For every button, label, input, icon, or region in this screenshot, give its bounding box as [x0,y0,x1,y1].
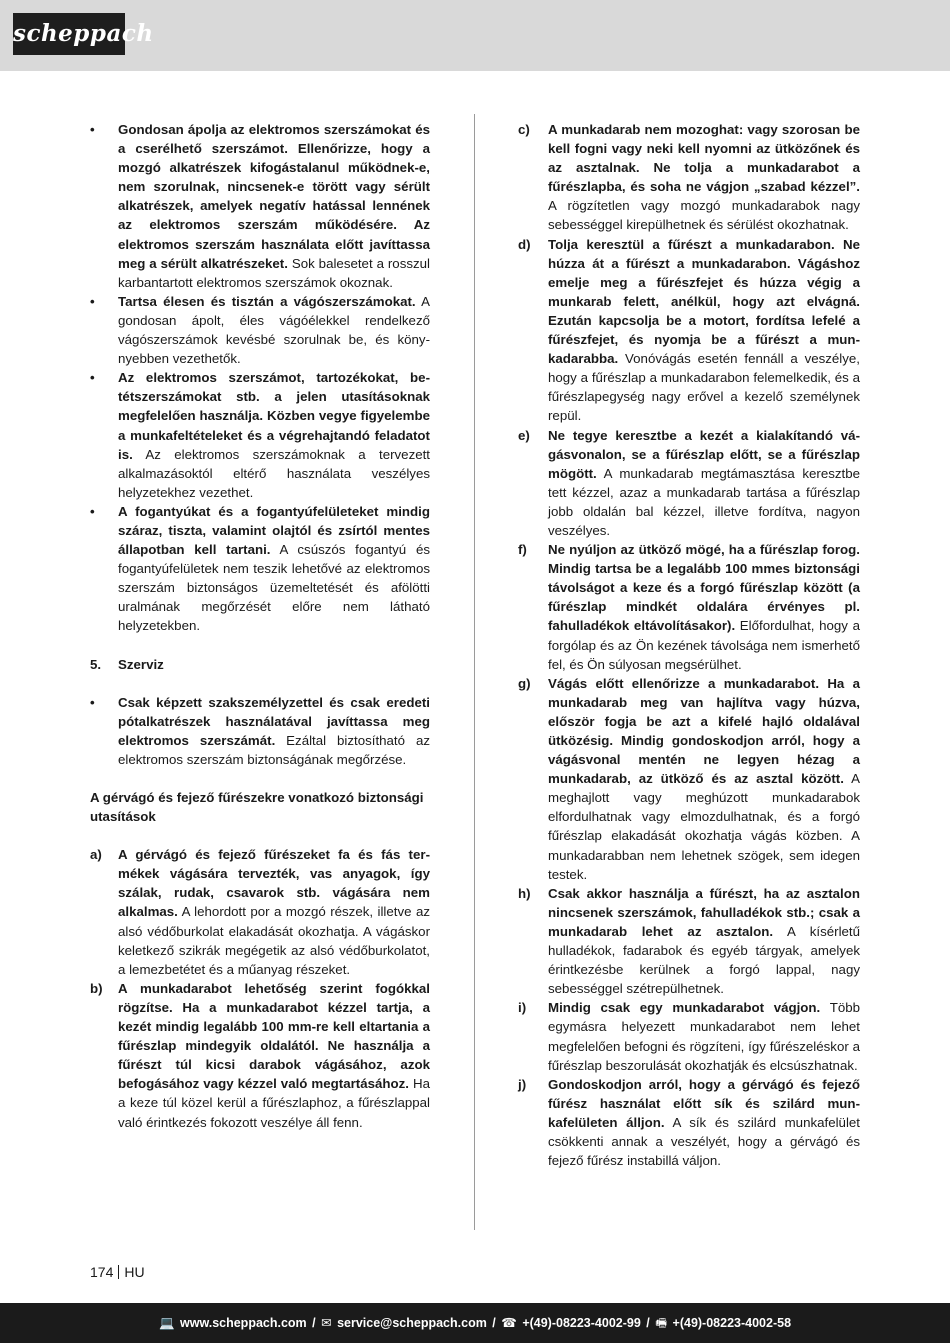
item-bold-text: Csak akkor használja a fűrészt, ha az asztalon nincsenek szerszámok, fahulladékok stb.; csak a munkadarab lehet az asztalon. [548,885,860,939]
list-item [90,502,430,636]
item-bold-text: Gondoskodjon arról, hogy a gérvágó és fejező fűrész használat előtt sík és szilárd munkafelületen álljon. [548,1076,860,1130]
phone-icon: ☎ [501,1316,517,1330]
page-number-separator [118,1265,119,1279]
item-bold-text: Gondosan ápolja az elektromos szerszámokat és a cserélhető szerszámot. Ellenőrizze, hogy a mozgó alkatrészek kifogástalanul működnek-e, nem szorulnak, nincsenek-e törött vagy sérült alkatrészek, amelyek negatív hatással lennének az elektromos szerszám működésére. Az elektromos szerszám használata előtt javíttassa meg a sérült alkatrészeket. [118,122,430,271]
page-number [90,1264,145,1280]
list-item [518,1075,860,1170]
item-bold-text: Csak képzett szakszemélyzettel és csak eredeti pótalkatrészek használatával javíttassa meg elektromos szerszámát. [118,694,430,748]
item-bold-text: A fogantyúkat és a fogantyúfelületeket mindig száraz, tiszta, valamint olajtól és zsírtól mentes állapotban kell tartani. [118,503,430,558]
item-bold-text: Mindig csak egy munkadarabot vágjon. [548,1000,821,1016]
letter-marker: e) [518,427,530,443]
footer-fax: +(49)-08223-4002-58 [672,1316,792,1330]
footer-separator: / [488,1316,500,1330]
item-text: A sík és szilárd munkafelület csökkenti annak a veszélyét, hogy a gérvágó és fejező fűrész instabillá váljon. [548,1114,860,1169]
item-text: Vonóvágás esetén fennáll a veszélye, hogy a fűrészlap a munkadarabon felemelkedik, és a fűrészlapegység nagy erővel a kezelő személynek repül. [548,351,860,424]
item-text: A meghajlott vagy meghúzott munkadarabok elfordulhatnak vagy elmozdulhatnak, és a forgó fűrészlap elakadását okozhatja vágás közben. A munkadarabban nem lehetnek szögek, sem idegen testek. [548,771,860,882]
list-item [518,540,860,674]
letter-marker: c) [518,122,530,137]
item-bold-text: Az elektromos szerszámot, tartozékokat, betétszerszámokat stb. a jelen utasításoknak megfelelően használja. Közben vegye figyelembe a munkafeltételeket és a végrehajtandó feladatot is. [118,370,430,462]
bullet-marker: • [90,370,95,386]
column-divider [474,114,475,1230]
item-bold-text: Ne nyúljon az ütköző mögé, ha a fűrészlap forog. Mindig tartsa be a legalább 100 mmes biztonsági távolságot a keze és a forgó fűrészlap között (a fűrészlap mindkét oldalára érvényes pl. fahulladékok eltávolításakor). [548,542,860,634]
letter-marker: h) [518,885,531,901]
list-item [518,120,860,235]
list-item [518,235,860,426]
page-header [0,0,950,71]
list-item [90,845,430,979]
bullet-marker: • [90,503,95,519]
item-bold-text: Vágás előtt ellenőrizze a munkadarabot. Ha a munkadarab meg van hajlítva vagy húzva, először fogja be azt a kifelé hajló oldalával ütközésig. Mindig gondoskodjon arról, hogy a vágásvonal mentén ne legyen hézag a munkadarab, az ütköző és az asztal között. [548,675,860,787]
bullet-marker: • [90,694,95,710]
item-bold-text: A gérvágó és fejező fűrészeket fa és fás termékek vágására tervezték, vas anyagok, így szálak, rudak, csavarok stb. vágására nem alkalmas. [118,847,430,920]
section-number: 5. [90,656,102,672]
right-column [518,120,860,1170]
footer-separator: / [308,1316,320,1330]
fax-icon: 🖷 [655,1316,668,1330]
item-text: A lehordott por a mozgó részek, illetve az alsó védőburkolat elakadását okozhatja. A vágáskor keletkező szikrák megégetik az alsó védőburkolatot, a lemezbetétet és a műanyag részeket. [118,904,430,977]
letter-marker: i) [518,1000,527,1016]
list-item [90,120,430,292]
list-item [518,884,860,999]
letter-marker: b) [90,980,103,996]
footer-separator: / [642,1316,654,1330]
footer-email[interactable]: service@scheppach.com [337,1316,487,1330]
list-item [518,674,860,884]
item-text: Ha a keze túl közel kerül a fűrészlaphoz, a fűrészlappal való érintkezés fokozott veszélye áll fenn. [118,1076,430,1130]
item-bold-text: Tolja keresztül a fűrészt a munkadarabon. Ne húzza át a fűrészt a munkadarabon. Vágáshoz emelje meg a fűrészfejet és húzza végig a munkarab felett, anélkül, hogy azt elvágná. Ezután kapcsolja be a motort, fordítsa lefelé a fűrészfejet, és nyomja be a fűrészt a munkadarabba. [548,236,860,367]
footer-website[interactable]: www.scheppach.com [180,1316,307,1330]
item-text: A csúszós fogantyú és fogantyúfelületek nem teszik lehetővé az elektromos szerszám biztonságos üzemeltetését és afölötti uralmának megőrzését előre nem látható helyzetekben. [118,542,430,634]
scheppach-logo: scheppach [13,13,125,55]
item-bold-text: A munkadarab nem mozoghat: vagy szorosan be kell fogni vagy neki kell nyomni az ütközőnek és az asztalnak. Ne tolja a munkadarabot a fűrészlapba, és soha ne vágjon „szabad kézzel”. [548,122,860,195]
footer-phone: +(49)-08223-4002-99 [522,1316,641,1330]
section-title: Szerviz [118,656,164,672]
item-text: A rögzítetlen vagy mozgó munkadarabok nagy sebességgel kirepülhetnek és sérülést okozhatnak. [548,198,860,233]
item-text: A munkadarab megtámasztása keresztbe tett kézzel, azaz a munkadarab tartása a fűrészlap jobb oldalán bal kézzel, illetve fordítva, nagyon veszélyes. [548,465,860,538]
item-text: Az elektromos szerszámoknak a tervezett alkalmazásoktól eltérő használata veszélyes helyzetekhez vezethet. [118,446,430,500]
item-text: Több egymásra helyezett munkadarabot nem lehet megfelelően befogni és rögzíteni, így fűrészeléskor a fűrészlap beszorulását okozhatják és elcsúszhatnak. [548,1000,861,1073]
item-bold-text: A munkadarabot lehetőség szerint fogókkal rögzítse. Ha a munkadarabot kézzel tartja, a kezét mindig legalább 100 mm-re kell eltartania a fűrészlap mindegyik oldalától. Ne használja a fűrészt túl kicsi darabok vágásához, azok befogásához vagy kézzel való megtartásához. [118,980,430,1092]
mail-icon: ✉ [321,1316,332,1330]
page-number-value: 174 [90,1264,114,1280]
letter-marker: d) [518,236,531,252]
page-language: HU [124,1264,145,1280]
list-item [90,693,430,769]
bullet-marker: • [90,293,95,309]
item-text: Sok balesetet a rosszul karbantartott elektromos szerszámok okoznak. [118,255,430,290]
item-text: A gondosan ápolt, éles vágóélekkel rendelkező vágószerszámok kevésbé szorulnak be, és könynyebben vezethetők. [118,293,430,367]
section-heading [90,655,430,674]
letter-marker: a) [90,847,102,863]
item-text: Előfordulhat, hogy a forgólap és az Ön kezének távolsága nem ismerhető fel, és Ön súlyosan megsérülhet. [548,618,860,672]
page-footer [0,1303,950,1343]
letter-marker: j) [518,1076,527,1092]
list-item [90,292,430,368]
left-column [90,120,430,1132]
item-bold-text: Tartsa élesen és tisztán a vágószerszámokat. [118,293,416,309]
list-item [90,979,430,1132]
letter-marker: f) [518,542,527,558]
item-text: A kísérletű hulladékok, fadarabok és egyéb tárgyak, amelyek érintkezésbe kerülnek a forgó lappal, nagy sebességgel szétrepülhetnek. [548,923,861,997]
bullet-marker: • [90,122,95,137]
safety-heading: A gérvágó és fejező fűrészekre vonatkozó biztonsági utasítások [90,790,424,825]
list-item [518,426,860,541]
list-item [90,368,430,502]
computer-icon: 💻 [158,1316,175,1330]
item-bold-text: Ne tegye keresztbe a kezét a kialakítandó vágásvonalon, se a fűrészlap előtt, se a fűrészlap mögött. [548,427,860,481]
list-item [518,998,860,1074]
letter-marker: g) [518,675,531,691]
item-text: Ezáltal biztosítható az elektromos szerszám biztonságának megőrzése. [118,732,430,767]
